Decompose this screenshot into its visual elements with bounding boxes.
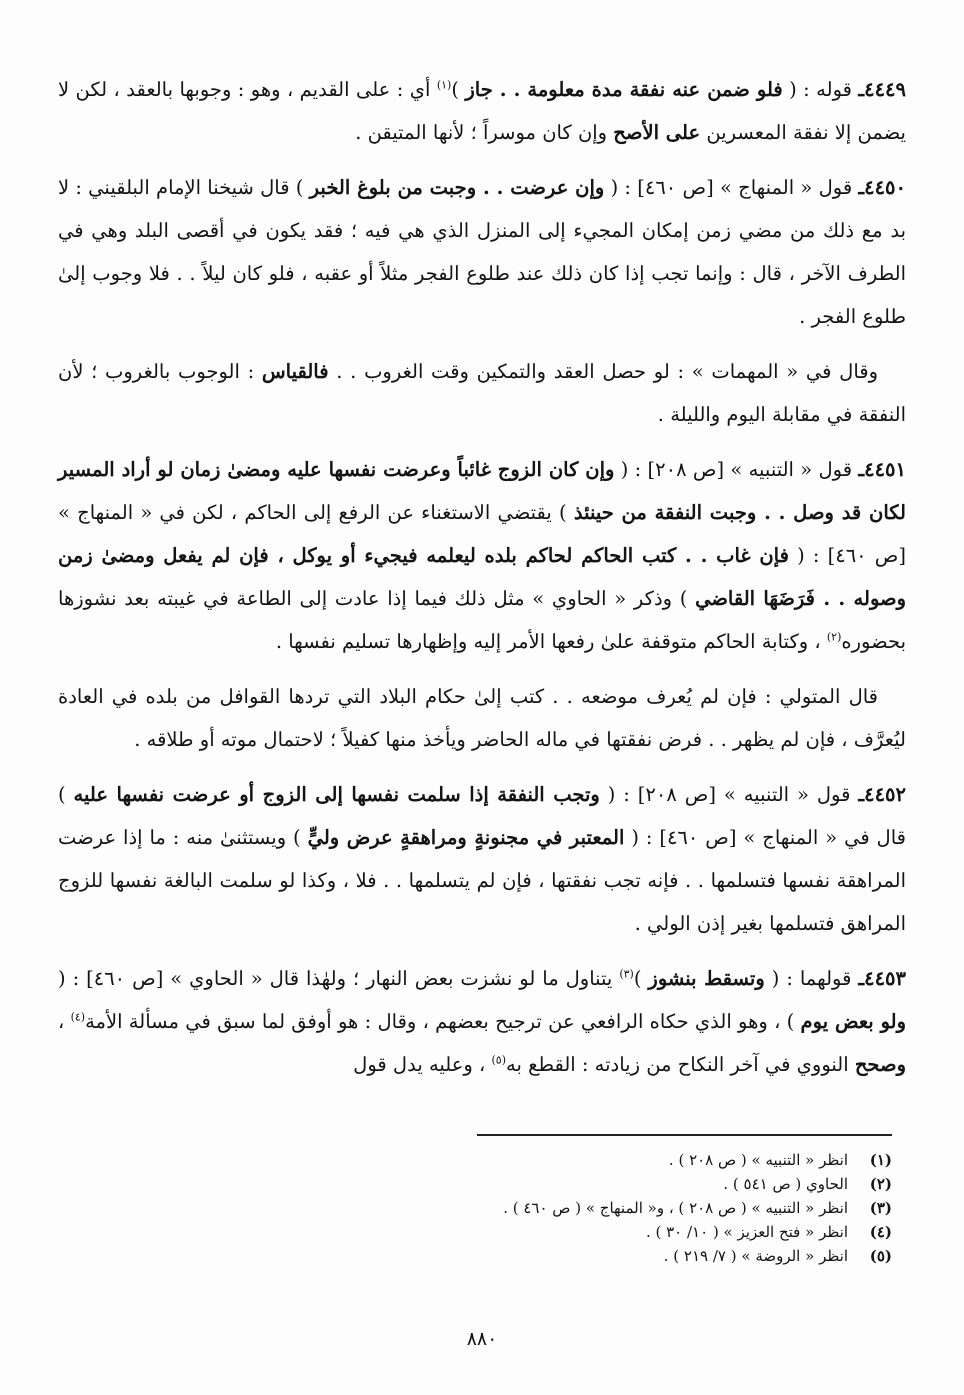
text-segment: قولهما : ( <box>764 967 859 990</box>
footnote-number: (١) <box>869 1151 892 1169</box>
quoted-text: فلو ضمن عنه نفقة مدة معلومة . . جاز <box>465 78 783 101</box>
text-segment: قول « التنبيه » [ص ٢٠٨] : ( <box>614 458 859 481</box>
text-segment: قال المتولي : فإن لم يُعرف موضعه . . كتب إلىٰ حكام البلاد التي تردها القوافل من بلده في العادة ليُعرَّف ، فإن لم يظهر . . فرض نفقتها في ماله الحاضر ويأخذ منها كفيلاً ؛ لاحتمال موته أو طلاقه . <box>58 685 906 751</box>
entry-number: ٤٤٥٠ـ <box>858 176 907 199</box>
quoted-text: وتجب النفقة إذا سلمت نفسها إلى الزوج أو عرضت نفسها عليه <box>73 783 600 806</box>
footnote <box>62 1196 892 1220</box>
entry-number: ٤٤٥١ـ <box>858 458 906 481</box>
entry-number: ٤٤٤٩ـ <box>858 78 907 101</box>
text-segment: وقال في « المهمات » : لو حصل العقد والتمكين وقت الغروب . . <box>328 360 879 383</box>
text-segment: قوله : ( <box>782 78 859 101</box>
quoted-text: وإن عرضت . . وجبت من بلوغ الخبر <box>309 176 605 199</box>
quoted-text: فإن غاب . . كتب الحاكم لحاكم بلده ليعلمه فيجيء أو يوكل ، فإن لم يفعل ومضىٰ زمن وصوله . . فَرَضَهَا القاضي <box>58 544 906 610</box>
text-segment: قول « التنبيه » [ص ٢٠٨] : ( <box>599 783 859 806</box>
footnote <box>62 1220 892 1244</box>
footnote-marker: (٤) <box>70 1010 86 1024</box>
footnote-marker: (٥) <box>491 1053 507 1067</box>
text-segment: وإن كان موسراً ؛ لأنها المتيقن . <box>355 121 614 144</box>
footnote-marker: (١) <box>436 78 452 92</box>
quoted-text: وإن كان الزوج غائباً وعرضت نفسها عليه ومضىٰ زمان لو أراد المسير لكان قد وصل . . وجبت النفقة من حينئذ <box>58 458 906 524</box>
footnote-marker: (٣) <box>619 967 634 981</box>
paragraph <box>58 675 906 761</box>
text-segment: ) ويستثنىٰ منه : ما إذا عرضت المراهقة نفسها فتسلمها . . فإنه تجب نفقتها ، فإن لم يتسلمها . . فلا ، وكذا لو سلمت البالغة نفسها للزوج المراهق فتسلمها بغير إذن الولي . <box>58 826 906 935</box>
text-segment: ) يقتضي الاستغناء عن الرفع إلى الحاكم ، لكن في « المنهاج » [ص ٤٦٠] : ( <box>58 501 906 567</box>
text-segment: ) قال شيخنا الإمام البلقيني : لا بد مع ذلك من مضي زمن إمكان المجيء إلى المنزل الذي هي فيه ؛ فقد يكون في أقصى البلد وهي في الطرف الآخر ، قال : وإنما تجب إذا كان ذلك عند طلوع الفجر مثلاً أو عقبه ، فلو كان ليلاً . . فلا وجوب إلىٰ طلوع الفجر . <box>58 176 906 328</box>
footnote <box>62 1172 892 1196</box>
text-segment: ، وكتابة الحاكم متوقفة علىٰ رفعها الأمر إليه وإظهارها تسليم نفسها . <box>275 630 827 653</box>
footnote-text: انظر « فتح العزيز » ( ١٠/ ٣٠ ) . <box>645 1223 848 1241</box>
paragraph <box>58 957 906 1086</box>
footnote-text: الحاوي ( ص ٥٤١ ) . <box>723 1175 848 1193</box>
footnote-text: انظر « التنبيه » ( ص ٢٠٨ ) ، و« المنهاج » ( ص ٤٦٠ ) . <box>503 1199 848 1217</box>
text-segment: قول « المنهاج » [ص ٤٦٠] : ( <box>604 176 859 199</box>
text-segment: ) ، وهو الذي حكاه الرافعي عن ترجيح بعضهم ، وقال : هو أوفق لما سبق في مسألة الأمة <box>85 1010 801 1033</box>
footnote-number: (٤) <box>869 1223 892 1241</box>
footnote-text: انظر « التنبيه » ( ص ٢٠٨ ) . <box>668 1151 848 1169</box>
footnote <box>62 1244 892 1268</box>
paragraph <box>58 68 906 154</box>
paragraph <box>58 350 906 436</box>
quoted-text: المعتبر في مجنونةٍ ومراهقةٍ عرض وليٍّ <box>307 826 625 849</box>
footnote-marker: (٢) <box>826 630 842 644</box>
footnote-separator <box>477 1134 892 1136</box>
quoted-text: فالقياس <box>261 360 329 383</box>
text-segment: أي : على القديم ، وهو : وجوبها بالعقد ، لكن لا يضمن إلا نفقة المعسرين <box>58 78 906 144</box>
quoted-text: وصحح <box>854 1053 906 1076</box>
text-segment: يتناول ما لو نشزت بعض النهار ؛ ولهٰذا قال « الحاوي » [ص ٤٦٠] : ( <box>58 967 620 990</box>
text-segment: النووي في آخر النكاح من زيادته : القطع به <box>506 1053 855 1076</box>
entry-number: ٤٤٥٢ـ <box>858 783 906 806</box>
footnote-number: (٥) <box>869 1247 892 1265</box>
paragraph <box>58 773 906 945</box>
text-segment: ، وعليه يدل قول <box>353 1053 492 1076</box>
entry-number: ٤٤٥٣ـ <box>858 967 906 990</box>
text-segment: : الوجوب بالغروب ؛ لأن النفقة في مقابلة اليوم والليلة . <box>58 360 906 426</box>
text-segment: ) قال في « المنهاج » [ص ٤٦٠] : ( <box>58 783 906 849</box>
quoted-text: وتسقط بنشوز <box>648 967 765 990</box>
text-segment: ) <box>451 78 466 101</box>
text-segment: ، <box>58 1010 71 1033</box>
quoted-text: على الأصح <box>613 121 701 144</box>
footnote-text: انظر « الروضة » ( ٧/ ٢١٩ ) . <box>663 1247 848 1265</box>
footnotes <box>62 1148 892 1268</box>
paragraph <box>58 448 906 663</box>
quoted-text: ولو بعض يوم <box>800 1010 907 1033</box>
paragraph <box>58 166 906 338</box>
main-text <box>58 68 906 1086</box>
text-segment: ) <box>633 967 649 990</box>
footnote <box>62 1148 892 1172</box>
page-number: ٨٨٠ <box>466 1328 498 1350</box>
text-segment: ) وذكر « الحاوي » مثل ذلك فيما إذا عادت إلى الطاعة في غيبته بعد نشوزها بحضوره <box>58 587 906 653</box>
footnote-number: (٣) <box>869 1199 892 1217</box>
footnote-number: (٢) <box>869 1175 892 1193</box>
